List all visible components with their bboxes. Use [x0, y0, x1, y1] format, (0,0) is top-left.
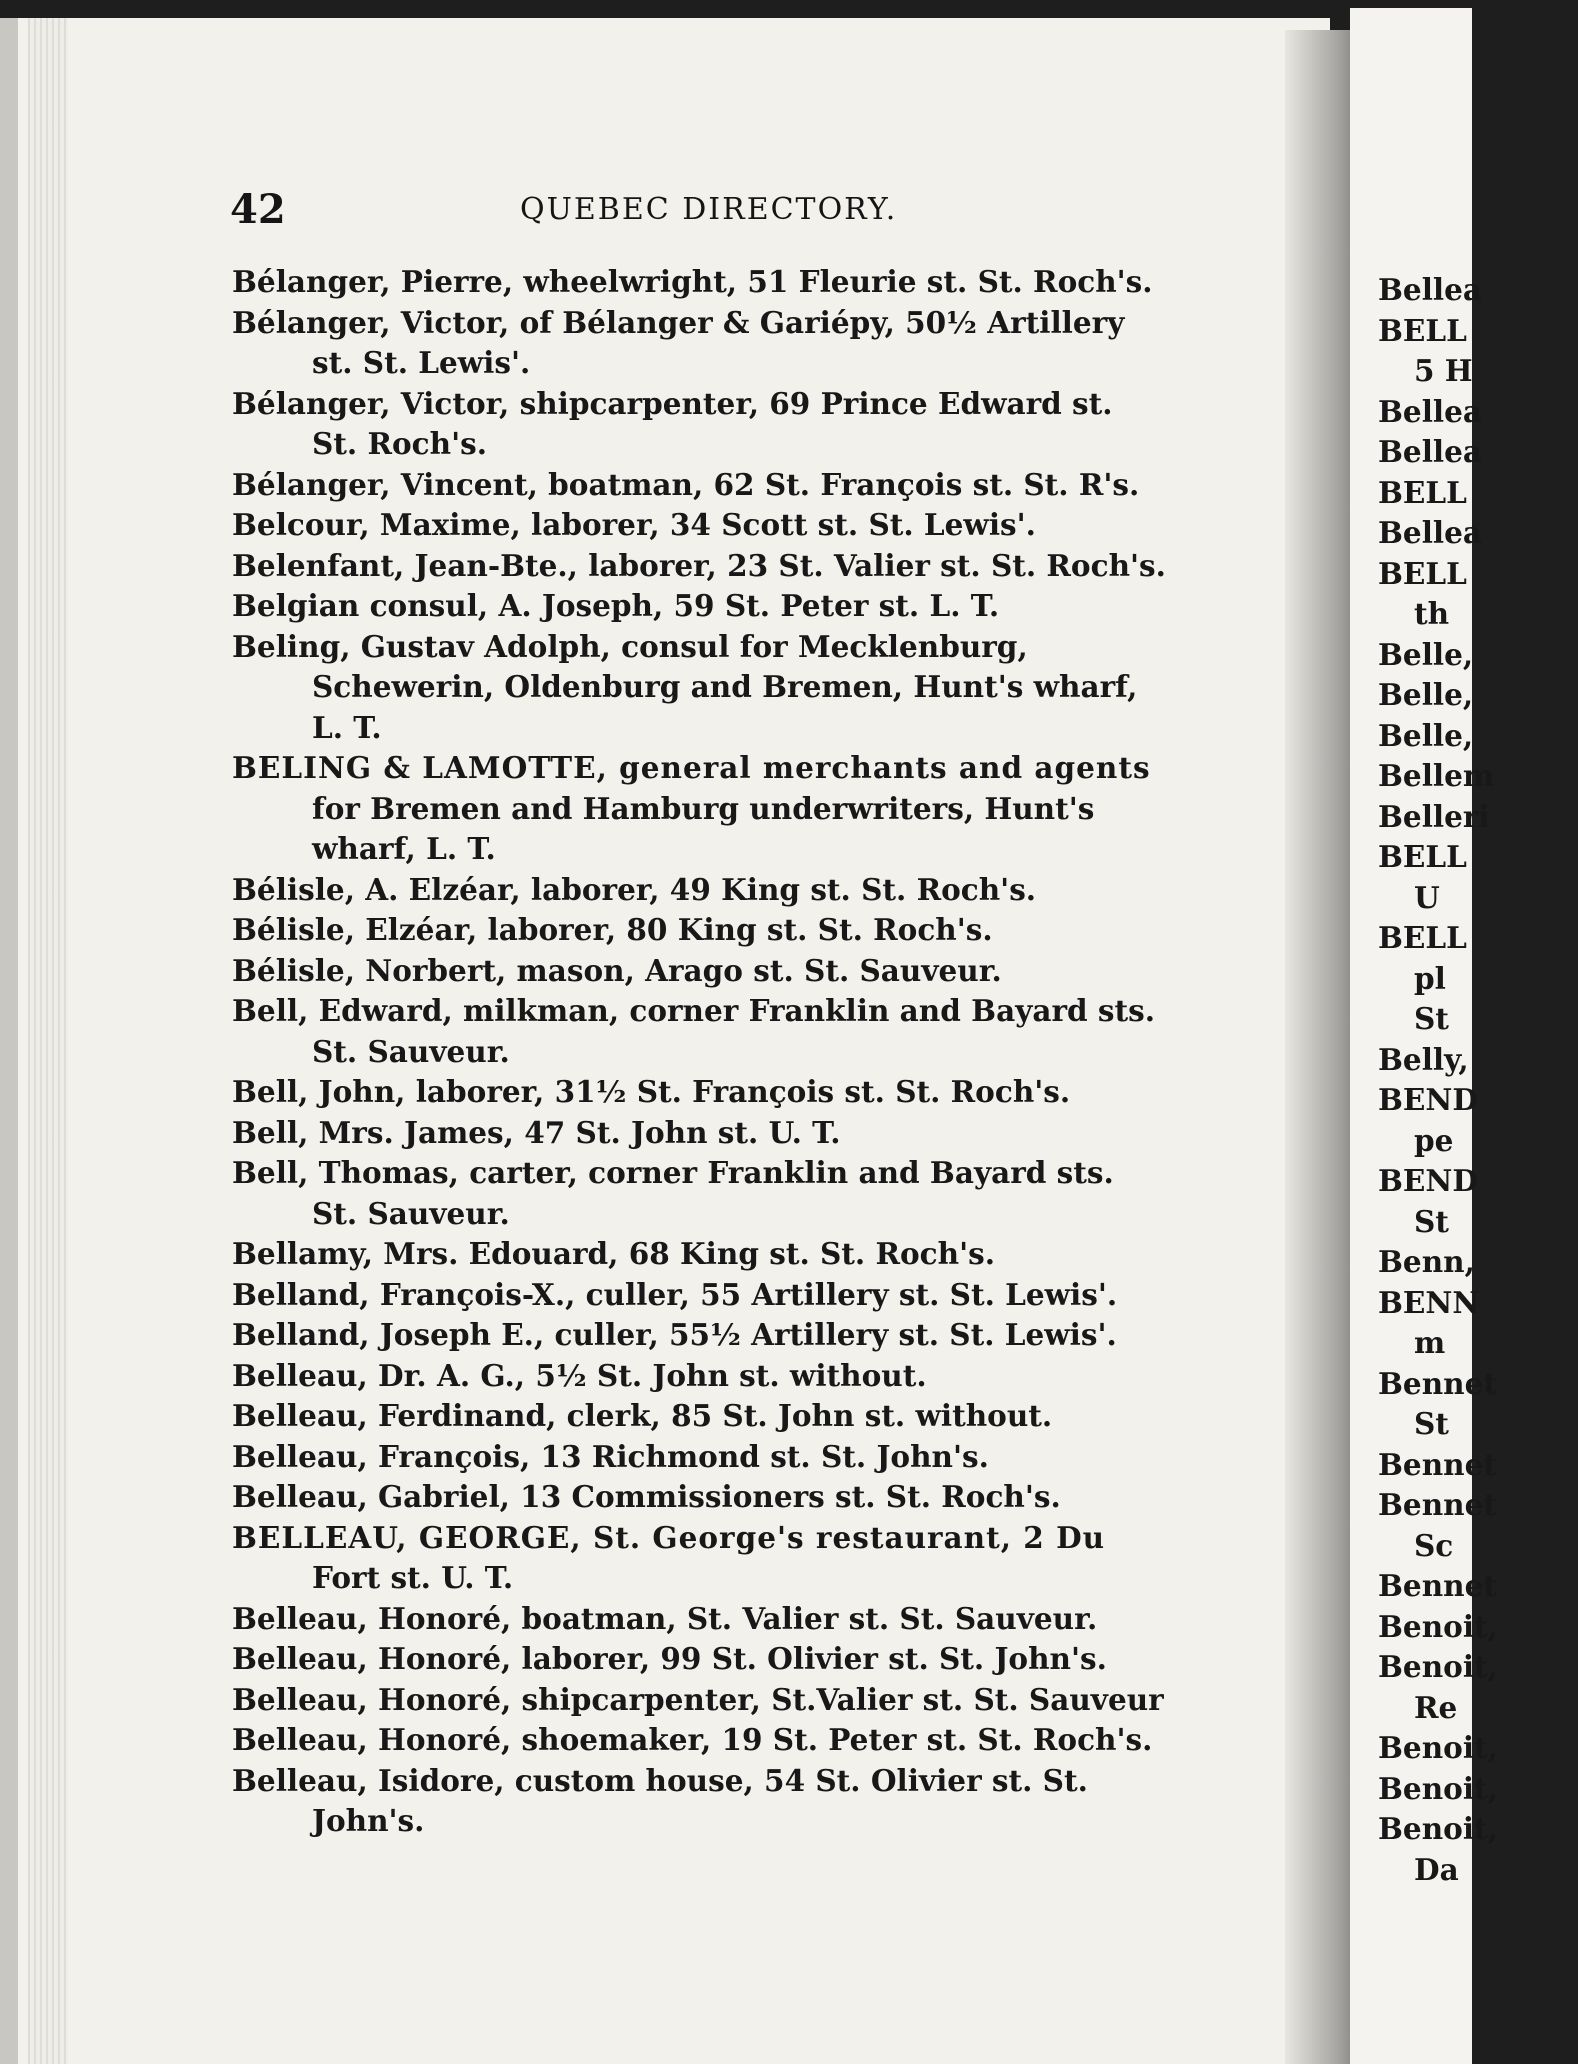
entry-continuation: L. T.	[312, 709, 382, 745]
right-line: Benoit,	[1378, 1770, 1498, 1806]
entry-line: Bélanger, Pierre, wheelwright, 51 Fleurie st. St. Roch's.	[232, 264, 1153, 299]
entry-line: Belleau, Dr. A. G., 5½ St. John st. without.	[232, 1357, 927, 1393]
right-line: Belly,	[1378, 1041, 1469, 1077]
entry-continuation: St. Sauveur.	[312, 1033, 510, 1069]
right-line: Bennet	[1378, 1365, 1497, 1401]
entry-line: Bélanger, Vincent, boatman, 62 St. François st. St. R's.	[232, 466, 1140, 502]
entry-line: Bell, Thomas, carter, corner Franklin and Bayard sts.	[232, 1155, 1114, 1190]
entry-continuation: Fort st. U. T.	[312, 1560, 514, 1595]
right-line: BELL	[1378, 920, 1467, 955]
right-line: Benoit,	[1378, 1730, 1498, 1765]
entry-line: BELLEAU, GEORGE, St. George's restaurant, 2 Du	[232, 1519, 1106, 1555]
right-page	[1350, 8, 1498, 2064]
entry-line: Bélisle, Norbert, mason, Arago st. St. Sauveur.	[232, 952, 1002, 988]
right-line: Benoit,	[1378, 1811, 1498, 1846]
right-line: Da	[1414, 1851, 1459, 1887]
right-line: Belle,	[1378, 717, 1474, 753]
right-line: 5 H	[1414, 353, 1473, 388]
entry-line: Belland, Joseph E., culler, 55½ Artillery st. St. Lewis'.	[232, 1317, 1117, 1352]
entry-line: Belleau, Isidore, custom house, 54 St. Olivier st. St.	[232, 1762, 1088, 1798]
entry-continuation: John's.	[312, 1803, 425, 1838]
entry-continuation: st. St. Lewis'.	[312, 345, 531, 380]
right-line: Bellem	[1378, 758, 1495, 793]
entry-line: Belenfant, Jean-Bte., laborer, 23 St. Valier st. St. Roch's.	[232, 547, 1166, 583]
right-line: pe	[1414, 1122, 1454, 1158]
entry-line: Bélanger, Victor, of Bélanger & Gariépy, 50½ Artillery	[232, 304, 1125, 340]
entry-line: Belleau, Honoré, laborer, 99 St. Olivier st. St. John's.	[232, 1641, 1107, 1676]
entry-line: Belleau, Honoré, shoemaker, 19 St. Peter st. St. Roch's.	[232, 1722, 1153, 1757]
running-title: QUEBEC DIRECTORY.	[520, 192, 898, 227]
entry-line: Bell, John, laborer, 31½ St. François st. St. Roch's.	[232, 1074, 1071, 1109]
entry-line: Bélanger, Victor, shipcarpenter, 69 Prince Edward st.	[232, 385, 1113, 421]
right-line: pl	[1414, 960, 1446, 996]
entry-line: Belleau, Ferdinand, clerk, 85 St. John st. without.	[232, 1398, 1053, 1433]
entry-line: Belcour, Maxime, laborer, 34 Scott st. St. Lewis'.	[232, 507, 1036, 542]
entry-continuation: wharf, L. T.	[312, 831, 496, 866]
right-line: BELL	[1378, 312, 1467, 348]
directory-entries	[232, 262, 1202, 1842]
page-header	[230, 186, 1210, 232]
entry-line: Beling, Gustav Adolph, consul for Mecklenburg,	[232, 628, 1028, 664]
entry-line: Bell, Mrs. James, 47 St. John st. U. T.	[232, 1114, 841, 1150]
right-line: Benn,	[1378, 1244, 1475, 1279]
entry-line: BELING & LAMOTTE, general merchants and agents	[232, 750, 1151, 785]
right-page-text	[1378, 270, 1578, 1890]
right-line: St	[1414, 1406, 1449, 1441]
right-line: Re	[1414, 1689, 1458, 1725]
right-line: Bellea	[1378, 434, 1482, 469]
right-line: Benoit,	[1378, 1608, 1498, 1644]
right-line: BELL	[1378, 839, 1467, 874]
entry-line: Bélisle, A. Elzéar, laborer, 49 King st. St. Roch's.	[232, 871, 1037, 907]
entry-line: Bélisle, Elzéar, laborer, 80 King st. St. Roch's.	[232, 912, 993, 947]
entry-line: Belland, François-X., culler, 55 Artillery st. St. Lewis'.	[232, 1276, 1118, 1312]
entry-line: Belleau, Gabriel, 13 Commissioners st. St. Roch's.	[232, 1479, 1061, 1514]
right-line: Bellea	[1378, 393, 1482, 429]
right-line: BEND	[1378, 1082, 1478, 1117]
right-line: m	[1414, 1325, 1446, 1360]
right-line: th	[1414, 596, 1450, 631]
right-line: BENN	[1378, 1284, 1480, 1320]
right-line: BEND	[1378, 1163, 1478, 1198]
entry-line: Bellamy, Mrs. Edouard, 68 King st. St. Roch's.	[232, 1236, 995, 1271]
right-line: Belle,	[1378, 677, 1474, 712]
entry-line: Belleau, François, 13 Richmond st. St. John's.	[232, 1438, 989, 1474]
right-line: Sc	[1414, 1527, 1454, 1563]
right-line: Bellea	[1378, 515, 1482, 550]
right-line: BELL	[1378, 555, 1467, 591]
entry-line: Belgian consul, A. Joseph, 59 St. Peter st. L. T.	[232, 588, 1000, 623]
right-line: Belleri	[1378, 798, 1490, 834]
right-line: St	[1414, 1203, 1449, 1239]
entry-line: Bell, Edward, milkman, corner Franklin and Bayard sts.	[232, 993, 1155, 1028]
entry-continuation: for Bremen and Hamburg underwriters, Hunt's	[312, 790, 1095, 826]
entry-continuation: Schewerin, Oldenburg and Bremen, Hunt's wharf,	[312, 669, 1138, 704]
right-line: U	[1414, 879, 1440, 915]
right-line: Bennet	[1378, 1487, 1497, 1522]
entry-line: Belleau, Honoré, boatman, St. Valier st. St. Sauveur.	[232, 1600, 1098, 1636]
page-number: 42	[230, 186, 286, 233]
entry-continuation: St. Sauveur.	[312, 1195, 510, 1231]
right-line: Benoit,	[1378, 1649, 1498, 1684]
right-line: Bellea	[1378, 272, 1482, 307]
right-line: BELL	[1378, 474, 1467, 510]
right-line: Bennet	[1378, 1568, 1497, 1603]
right-line: Bennet	[1378, 1446, 1497, 1482]
entry-line: Belleau, Honoré, shipcarpenter, St.Valier st. St. Sauveur	[232, 1681, 1164, 1717]
entry-continuation: St. Roch's.	[312, 426, 487, 461]
right-line: Belle,	[1378, 636, 1474, 672]
right-line: St	[1414, 1001, 1449, 1036]
